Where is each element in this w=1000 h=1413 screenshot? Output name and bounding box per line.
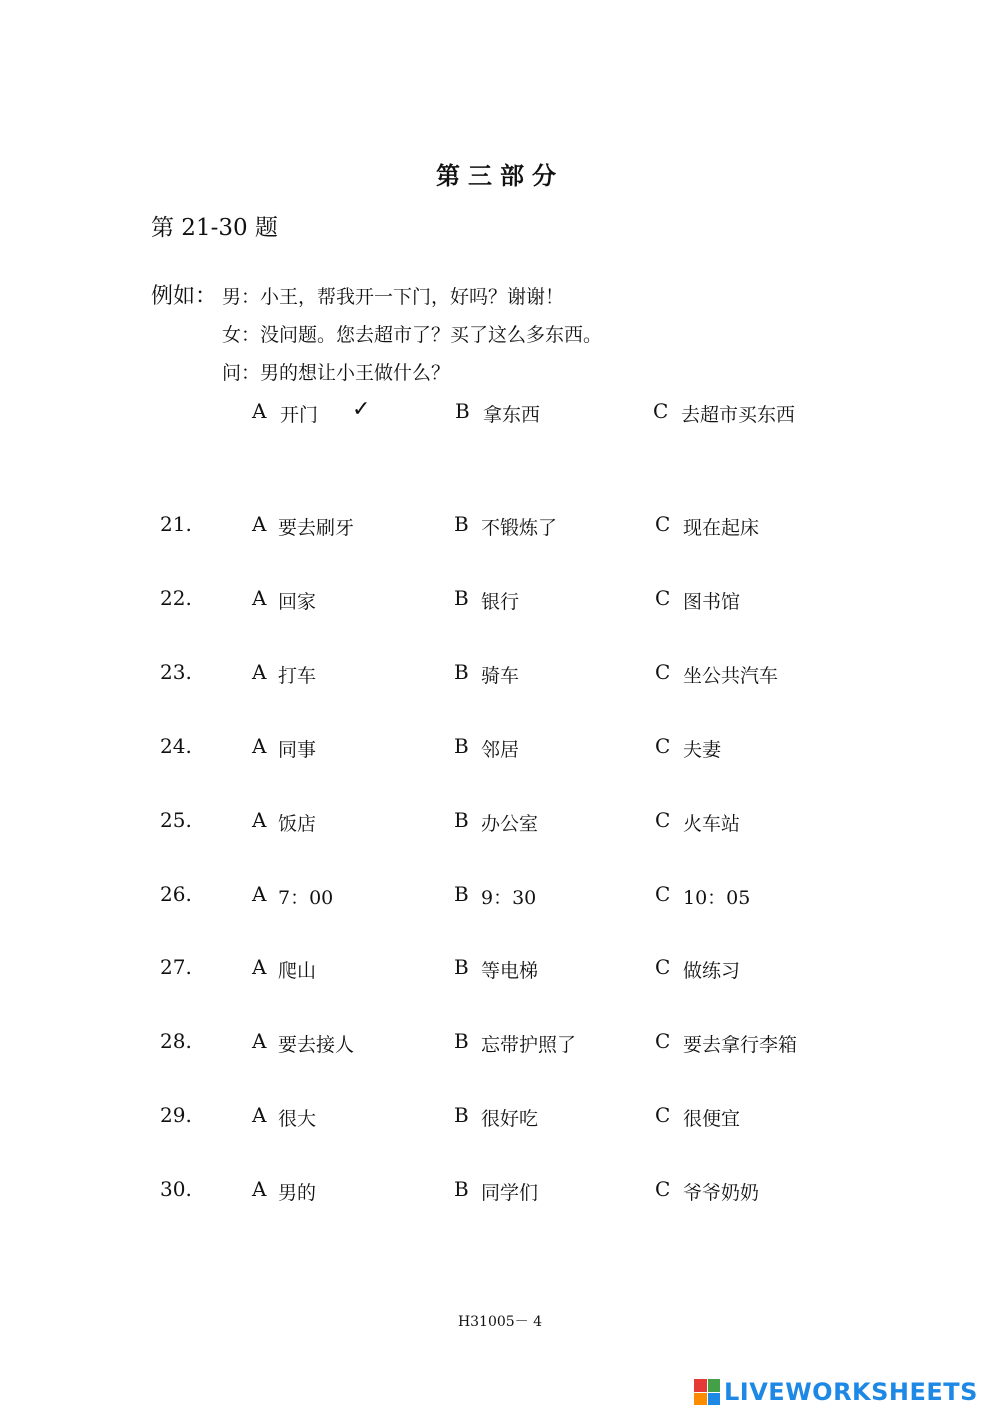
question-number: 26. [160, 882, 192, 906]
option-letter-a: A [252, 734, 267, 758]
option-letter-b: B [454, 660, 469, 684]
option-letter-b: B [454, 1103, 469, 1127]
option-letter-a: A [252, 1177, 267, 1201]
option-letter-c: C [655, 586, 671, 610]
brand-logo[interactable] [694, 1378, 978, 1406]
option-text-c: 图书馆 [683, 591, 741, 613]
option-letter-a: A [252, 512, 267, 536]
option-text-c: 夫妻 [683, 739, 722, 761]
option-text-c: 10：05 [683, 887, 751, 909]
example-option-c-text: 去超市买东西 [681, 404, 796, 426]
option-text-c: 要去拿行李箱 [683, 1034, 798, 1056]
check-mark-icon: ✓ [352, 397, 371, 422]
option-text-c: 很便宜 [683, 1108, 741, 1130]
question-number: 22. [160, 586, 192, 610]
option-text-a: 要去刷牙 [278, 517, 355, 539]
example-question: 问：男的想让小王做什么？ [222, 362, 451, 384]
option-letter-c: C [655, 1029, 671, 1053]
example-lead: 例如： [151, 284, 218, 309]
section-title: 第三部分 [436, 161, 564, 190]
option-letter-c: C [655, 882, 671, 906]
option-text-b: 同学们 [481, 1182, 539, 1204]
option-letter-b: B [454, 955, 469, 979]
option-text-b: 办公室 [481, 813, 539, 835]
option-letter-c: C [655, 512, 671, 536]
page-footer: H31005－ 4 [457, 1314, 543, 1330]
option-letter-a: A [252, 1103, 267, 1127]
option-text-c: 火车站 [683, 813, 741, 835]
option-text-a: 很大 [278, 1108, 317, 1130]
example-dialogue-woman: 女：没问题。您去超市了？买了这么多东西。 [222, 324, 603, 346]
option-letter-c: C [655, 660, 671, 684]
option-letter-a: A [252, 586, 267, 610]
question-number: 21. [160, 512, 192, 536]
option-letter-c: C [655, 955, 671, 979]
option-text-a: 回家 [278, 591, 317, 613]
option-text-c: 现在起床 [683, 517, 760, 539]
question-number: 30. [160, 1177, 192, 1201]
option-letter-b: B [454, 734, 469, 758]
option-text-a: 同事 [278, 739, 317, 761]
option-letter-c: C [655, 734, 671, 758]
question-number: 28. [160, 1029, 192, 1053]
option-letter-c: C [655, 808, 671, 832]
option-text-a: 打车 [278, 665, 317, 687]
option-text-a: 爬山 [278, 960, 317, 982]
option-text-b: 邻居 [481, 739, 520, 761]
option-text-b: 不锻炼了 [481, 517, 558, 539]
option-letter-a: A [252, 660, 267, 684]
option-letter-b: B [454, 586, 469, 610]
option-text-c: 坐公共汽车 [683, 665, 779, 687]
option-text-b: 忘带护照了 [481, 1034, 577, 1056]
option-letter-b: B [454, 1177, 469, 1201]
option-letter-b: B [454, 882, 469, 906]
option-text-b: 银行 [481, 591, 520, 613]
option-text-b: 很好吃 [481, 1108, 539, 1130]
option-text-b: 等电梯 [481, 960, 539, 982]
liveworksheets-logo-icon [694, 1379, 720, 1405]
option-letter-c: C [655, 1103, 671, 1127]
option-letter-b: B [454, 512, 469, 536]
option-text-c: 做练习 [683, 960, 741, 982]
question-range-label: 第 21-30 题 [151, 215, 278, 241]
option-text-b: 9：30 [481, 887, 537, 909]
option-text-a: 饭店 [278, 813, 317, 835]
option-text-b: 骑车 [481, 665, 520, 687]
example-dialogue-man: 男：小王，帮我开一下门，好吗？谢谢！ [222, 286, 565, 308]
option-letter-b: B [454, 808, 469, 832]
example-option-a-text: 开门 [280, 404, 319, 426]
option-letter-a: A [252, 1029, 267, 1053]
question-number: 23. [160, 660, 192, 684]
example-option-a-letter: A [252, 399, 267, 423]
option-letter-b: B [454, 1029, 469, 1053]
option-letter-a: A [252, 882, 267, 906]
option-text-a: 要去接人 [278, 1034, 355, 1056]
example-option-b-letter: B [455, 399, 470, 423]
option-letter-a: A [252, 808, 267, 832]
option-letter-a: A [252, 955, 267, 979]
option-text-a: 7：00 [278, 887, 334, 909]
question-number: 27. [160, 955, 192, 979]
example-option-b-text: 拿东西 [483, 404, 541, 426]
example-option-c-letter: C [653, 399, 669, 423]
question-number: 29. [160, 1103, 192, 1127]
brand-name: LIVEWORKSHEETS [724, 1378, 978, 1406]
option-letter-c: C [655, 1177, 671, 1201]
option-text-c: 爷爷奶奶 [683, 1182, 760, 1204]
question-number: 25. [160, 808, 192, 832]
question-number: 24. [160, 734, 192, 758]
option-text-a: 男的 [278, 1182, 317, 1204]
